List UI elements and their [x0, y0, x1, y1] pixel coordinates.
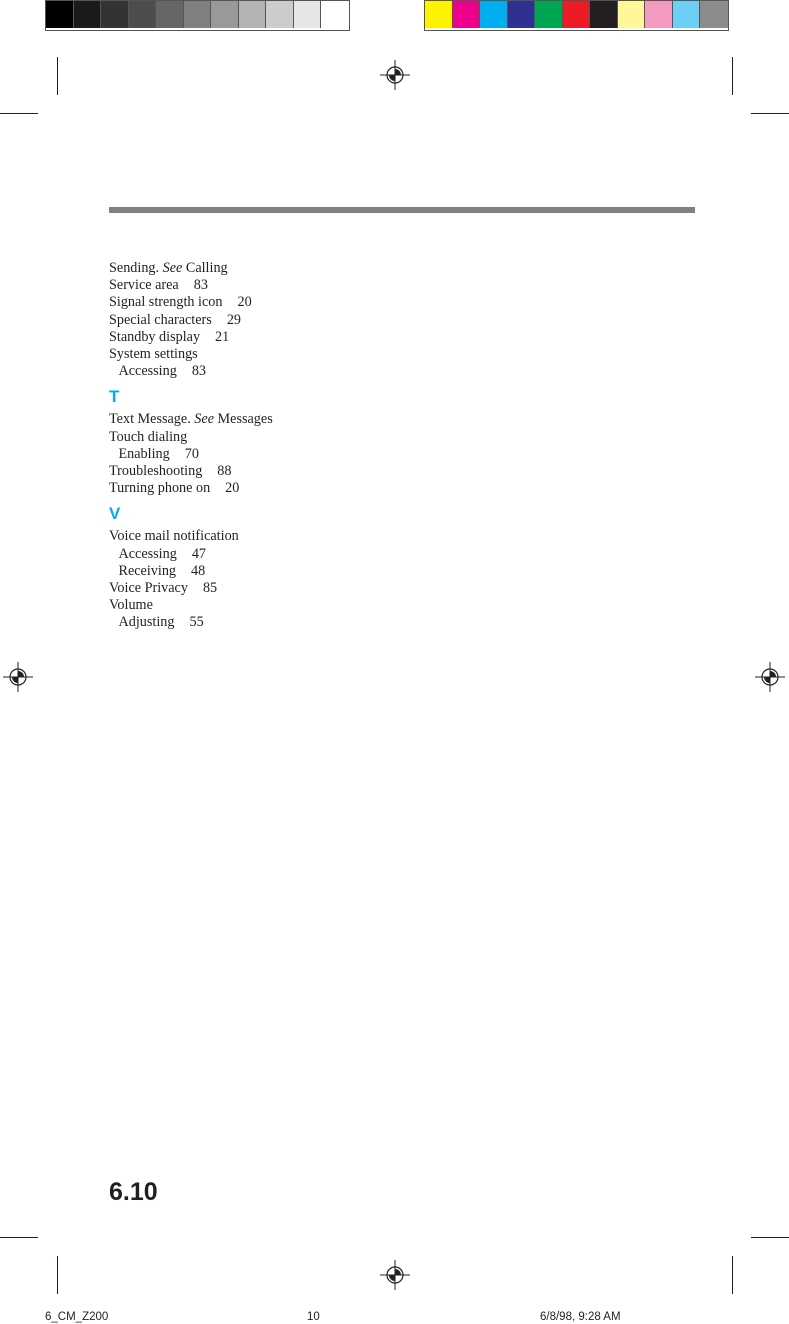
entry-term: Receiving	[118, 562, 177, 579]
color-swatch	[700, 1, 728, 28]
index-subentry	[109, 614, 509, 631]
section-letter-v: V	[109, 504, 121, 524]
entry-page-number: 47	[191, 545, 206, 562]
header-rule	[109, 207, 695, 213]
entry-page-number: 29	[226, 311, 241, 328]
entry-term: Standby display	[109, 328, 201, 345]
index-entry	[109, 411, 509, 428]
index-entry	[109, 480, 509, 497]
index-list	[109, 260, 509, 632]
gray-swatch	[266, 1, 294, 28]
index-entry	[109, 260, 509, 277]
color-swatch	[535, 1, 563, 28]
color-swatch	[480, 1, 508, 28]
registration-mark-right-icon	[755, 662, 785, 692]
index-group-s	[109, 260, 509, 380]
index-subentry	[109, 546, 509, 563]
section-letter-t: T	[109, 387, 120, 407]
index-entry	[109, 597, 509, 614]
entry-term: Touch dialing	[109, 428, 188, 445]
entry-page-number: 20	[225, 480, 240, 497]
see-reference-target: Messages	[217, 411, 273, 428]
crop-mark-top-left-horizontal	[0, 113, 38, 114]
entry-page-number: 70	[184, 445, 199, 462]
color-swatch	[618, 1, 646, 28]
entry-page-number: 20	[237, 294, 252, 311]
entry-term: Adjusting	[118, 614, 175, 631]
index-entry	[109, 346, 509, 363]
color-swatch	[425, 1, 453, 28]
gray-swatch	[294, 1, 322, 28]
entry-page-number: 83	[193, 277, 208, 294]
entry-term: Special characters	[109, 311, 212, 328]
entry-term: Signal strength icon	[109, 294, 223, 311]
index-entry	[109, 580, 509, 597]
index-subentry	[109, 363, 509, 380]
entry-page-number: 48	[191, 562, 206, 579]
crop-mark-bottom-right-vertical	[732, 1256, 733, 1294]
slug-date: 6/8/98, 9:28 AM	[540, 1311, 621, 1323]
entry-term: System settings	[109, 346, 198, 363]
entry-term: Troubleshooting	[109, 463, 203, 480]
color-swatch	[453, 1, 481, 28]
gray-swatch	[184, 1, 212, 28]
see-reference-label: See	[194, 411, 214, 428]
entry-page-number: 85	[202, 580, 218, 597]
crop-mark-bottom-left-horizontal	[0, 1237, 38, 1238]
crop-mark-top-right-horizontal	[751, 113, 789, 114]
color-swatch	[563, 1, 591, 28]
entry-page-number: 83	[191, 363, 206, 380]
color-swatch	[673, 1, 701, 28]
gray-swatch	[211, 1, 239, 28]
index-entry	[109, 312, 509, 329]
index-entry	[109, 329, 509, 346]
color-swatch	[508, 1, 536, 28]
gray-swatch	[46, 1, 74, 28]
gray-swatch	[74, 1, 102, 28]
entry-term: Accessing	[118, 545, 177, 562]
entry-page-number: 21	[215, 328, 230, 345]
index-subentry	[109, 563, 509, 580]
entry-term: Accessing	[118, 363, 177, 380]
slug-page: 10	[307, 1311, 320, 1323]
index-group-v	[109, 528, 509, 631]
color-swatch	[645, 1, 673, 28]
entry-term: Service area	[109, 277, 179, 294]
index-entry	[109, 463, 509, 480]
crop-mark-bottom-right-horizontal	[751, 1237, 789, 1238]
entry-page-number: 88	[217, 463, 232, 480]
gray-swatch	[321, 1, 349, 28]
entry-term: Turning phone on	[109, 480, 211, 497]
see-reference-target: Calling	[185, 260, 228, 276]
slug-file-name: 6_CM_Z200	[45, 1311, 109, 1323]
index-entry	[109, 429, 509, 446]
registration-mark-bottom-icon	[380, 1260, 410, 1290]
crop-mark-bottom-left-vertical	[57, 1256, 58, 1294]
gray-swatch	[156, 1, 184, 28]
entry-term: Volume	[109, 597, 153, 614]
entry-term: Enabling	[118, 445, 170, 462]
see-reference-label: See	[162, 260, 183, 276]
gray-swatch	[129, 1, 157, 28]
index-group-t	[109, 411, 509, 497]
crop-mark-top-left-vertical	[57, 57, 58, 95]
grayscale-color-bar	[45, 0, 350, 31]
gray-swatch	[239, 1, 267, 28]
index-subentry	[109, 446, 509, 463]
entry-term: Voice mail notification	[109, 528, 239, 545]
index-entry	[109, 277, 509, 294]
index-entry	[109, 528, 509, 545]
registration-mark-top-icon	[380, 60, 410, 90]
page-number: 6.10	[109, 1178, 158, 1206]
color-swatch	[590, 1, 618, 28]
crop-mark-top-right-vertical	[732, 57, 733, 95]
gray-swatch	[101, 1, 129, 28]
entry-term: Sending.	[109, 260, 160, 276]
entry-term: Voice Privacy	[109, 580, 188, 597]
registration-mark-left-icon	[3, 662, 33, 692]
entry-term: Text Message.	[109, 411, 191, 428]
process-color-bar	[424, 0, 729, 31]
index-entry	[109, 294, 509, 311]
entry-page-number: 55	[189, 614, 204, 631]
